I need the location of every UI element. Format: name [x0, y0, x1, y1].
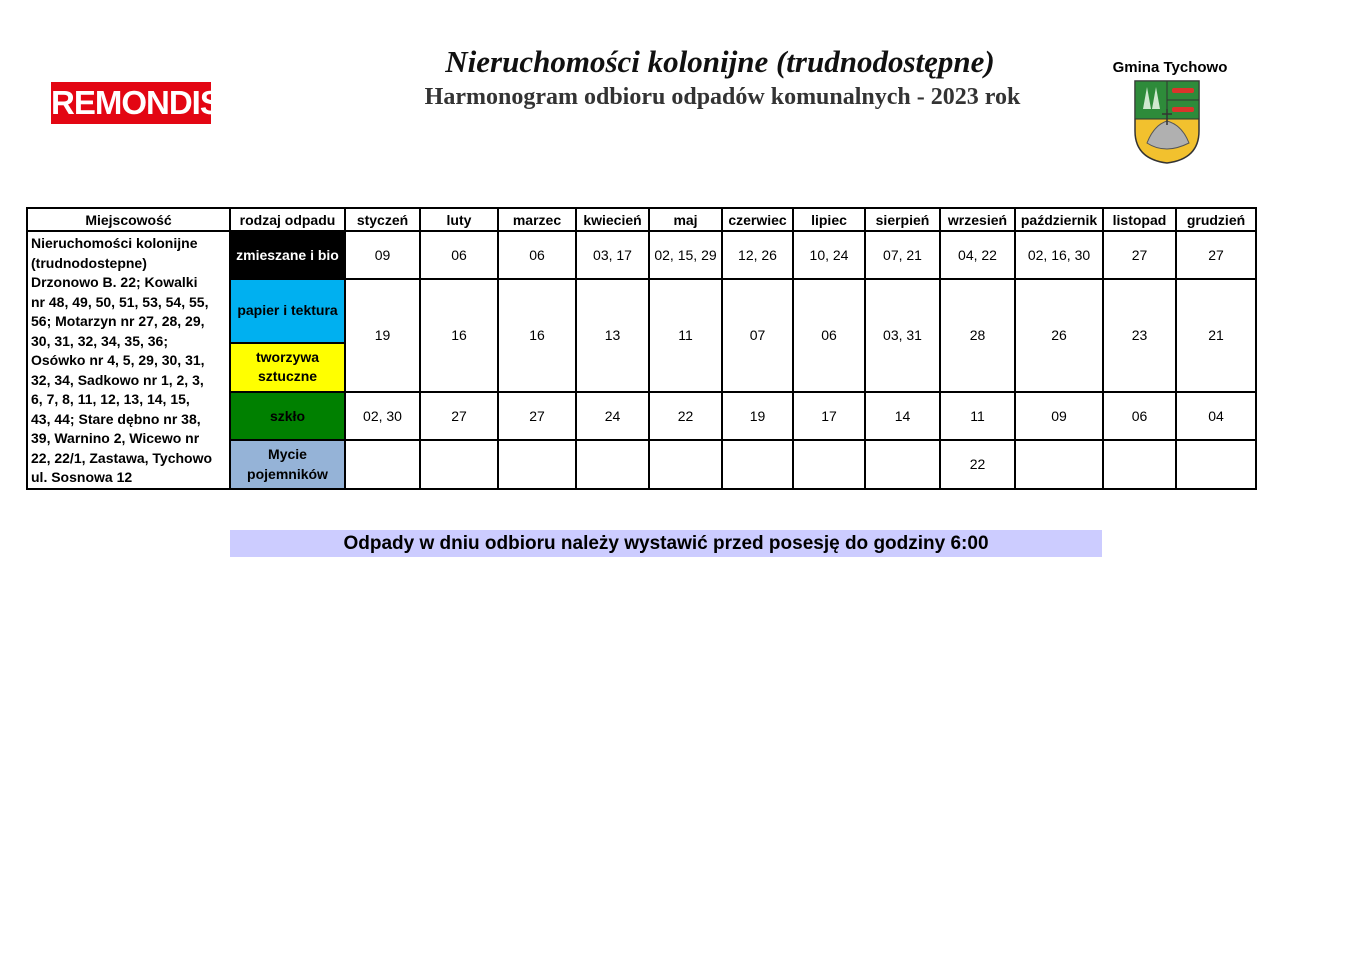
header-month: listopad — [1103, 208, 1176, 231]
date-cell: 27 — [420, 392, 498, 440]
waste-type-plastic: tworzywa sztuczne — [230, 343, 345, 392]
header-month: grudzień — [1176, 208, 1256, 231]
header-month: luty — [420, 208, 498, 231]
date-cell: 07, 21 — [865, 231, 940, 279]
date-cell: 07 — [722, 279, 793, 392]
table-header-row — [27, 208, 1256, 231]
header-month: styczeń — [345, 208, 420, 231]
date-cell: 19 — [722, 392, 793, 440]
date-cell: 03, 17 — [576, 231, 649, 279]
date-cell: 26 — [1015, 279, 1103, 392]
page-title: Nieruchomości kolonijne (trudnodostępne) — [445, 44, 995, 79]
table-row-mixed-bio — [27, 231, 1256, 279]
date-cell: 06 — [793, 279, 865, 392]
date-cell — [649, 440, 722, 489]
date-cell: 04, 22 — [940, 231, 1015, 279]
date-cell: 22 — [940, 440, 1015, 489]
date-cell: 19 — [345, 279, 420, 392]
date-cell — [1103, 440, 1176, 489]
date-cell: 03, 31 — [865, 279, 940, 392]
pickup-note: Odpady w dniu odbioru należy wystawić przed posesję do godziny 6:00 — [230, 530, 1102, 557]
date-cell: 16 — [498, 279, 576, 392]
date-cell — [1176, 440, 1256, 489]
date-cell: 17 — [793, 392, 865, 440]
date-cell: 27 — [1176, 231, 1256, 279]
date-cell — [498, 440, 576, 489]
date-cell — [1015, 440, 1103, 489]
date-cell: 02, 16, 30 — [1015, 231, 1103, 279]
date-cell: 06 — [420, 231, 498, 279]
date-cell: 06 — [498, 231, 576, 279]
header-month: maj — [649, 208, 722, 231]
date-cell: 24 — [576, 392, 649, 440]
date-cell: 11 — [649, 279, 722, 392]
date-cell: 14 — [865, 392, 940, 440]
date-cell: 02, 30 — [345, 392, 420, 440]
header-month: czerwiec — [722, 208, 793, 231]
date-cell: 12, 26 — [722, 231, 793, 279]
date-cell: 11 — [940, 392, 1015, 440]
date-cell — [793, 440, 865, 489]
header-month: marzec — [498, 208, 576, 231]
date-cell — [722, 440, 793, 489]
header-month: sierpień — [865, 208, 940, 231]
header-month: kwiecień — [576, 208, 649, 231]
date-cell: 22 — [649, 392, 722, 440]
date-cell: 09 — [1015, 392, 1103, 440]
date-cell: 27 — [1103, 231, 1176, 279]
remondis-logo: REMONDIS® — [51, 82, 211, 124]
date-cell: 09 — [345, 231, 420, 279]
gmina-name: Gmina Tychowo — [1112, 59, 1228, 76]
header-month: lipiec — [793, 208, 865, 231]
date-cell: 10, 24 — [793, 231, 865, 279]
date-cell — [420, 440, 498, 489]
place-description: Nieruchomości kolonijne (trudnodostepne) Drzonowo B. 22; Kowalki nr 48, 49, 50, 51, 53, 54, 55, 56; Motarzyn nr 27, 28, 29, 30, 31, 32, 34, 35, 36; Osówko nr 4, 5, 29, 30, 31, 32, 34, Sadkowo nr 1, 2, 3, 6, 7, 8, 11, 12, 13, 14, 15, 43, 44; Stare dębno nr 38, 39, Warnino 2, Wicewo nr 22, 22/1, Zastawa, Tychowo ul. Sosnowa 12 — [27, 231, 230, 489]
tychowo-coat-of-arms-icon — [1132, 79, 1202, 165]
waste-type-paper: papier i tektura — [230, 279, 345, 343]
page-subtitle: Harmonogram odbioru odpadów komunalnych - 2023 rok — [424, 84, 1021, 110]
date-cell: 16 — [420, 279, 498, 392]
header-place: Miejscowość — [27, 208, 230, 231]
date-cell — [576, 440, 649, 489]
header-month: wrzesień — [940, 208, 1015, 231]
date-cell: 23 — [1103, 279, 1176, 392]
date-cell: 02, 15, 29 — [649, 231, 722, 279]
waste-type-glass: szkło — [230, 392, 345, 440]
waste-type-mixed-bio: zmieszane i bio — [230, 231, 345, 279]
date-cell: 21 — [1176, 279, 1256, 392]
date-cell: 04 — [1176, 392, 1256, 440]
date-cell: 28 — [940, 279, 1015, 392]
date-cell: 27 — [498, 392, 576, 440]
header-waste-type: rodzaj odpadu — [230, 208, 345, 231]
date-cell — [865, 440, 940, 489]
date-cell — [345, 440, 420, 489]
schedule-table — [26, 207, 1257, 490]
header-month: październik — [1015, 208, 1103, 231]
waste-type-washing: Mycie pojemników — [230, 440, 345, 489]
date-cell: 13 — [576, 279, 649, 392]
date-cell: 06 — [1103, 392, 1176, 440]
